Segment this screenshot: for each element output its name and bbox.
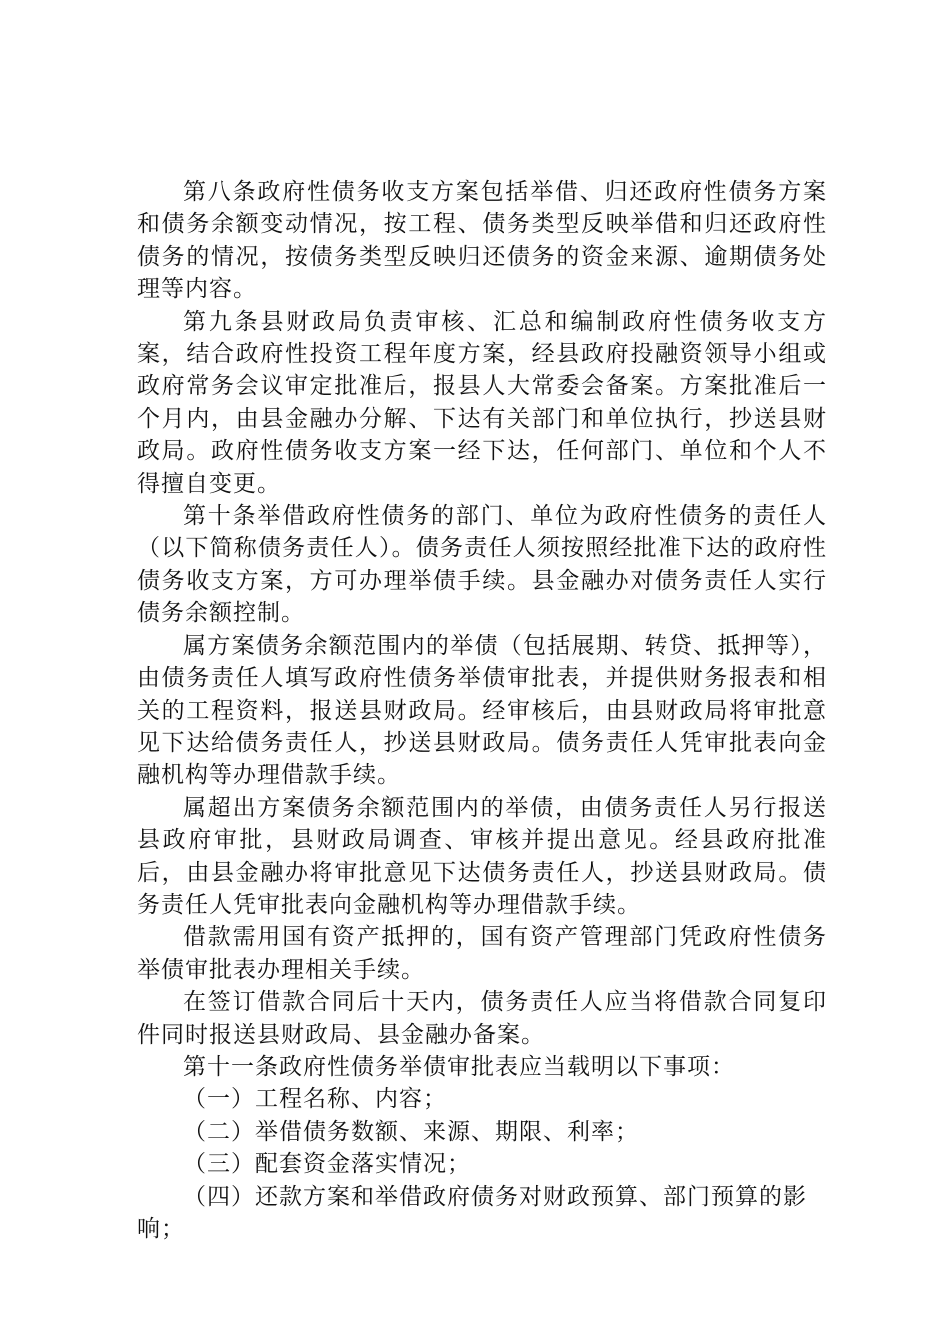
article-9-paragraph: 第九条县财政局负责审核、汇总和编制政府性债务收支方案，结合政府性投资工程年度方案，经县政府投融资领导小组或政府常务会议审定批准后，报县人大常委会备案。方案批准后一个月内，由县金融办分解、下达有关部门和单位执行，抄送县财政局。政府性债务收支方案一经下达，任何部门、单位和个人不得擅自变更。 bbox=[137, 308, 827, 497]
list-item: （三）配套资金落实情况； bbox=[183, 1151, 471, 1178]
within-quota-paragraph: 属方案债务余额范围内的举债（包括展期、转贷、抵押等），由债务责任人填写政府性债务举债审批表，并提供财务报表和相关的工程资料，报送县财政局。经审核后，由县财政局将审批意见下达给债务责任人，抄送县财政局。债务责任人凭审批表向金融机构等办理借款手续。 bbox=[137, 632, 827, 789]
mortgage-paragraph: 借款需用国有资产抵押的，国有资产管理部门凭政府性债务举债审批表办理相关手续。 bbox=[137, 924, 827, 983]
article-11-paragraph: 第十一条政府性债务举债审批表应当载明以下事项： bbox=[183, 1053, 735, 1080]
list-item: （一）工程名称、内容； bbox=[183, 1086, 447, 1113]
over-quota-paragraph: 属超出方案债务余额范围内的举债，由债务责任人另行报送县政府审批，县财政局调查、审核并提出意见。经县政府批准后，由县金融办将审批意见下达债务责任人，抄送县财政局。债务责任人凭审批表向金融机构等办理借款手续。 bbox=[137, 794, 827, 918]
contract-filing-paragraph: 在签订借款合同后十天内，债务责任人应当将借款合同复印件同时报送县财政局、县金融办备案。 bbox=[137, 989, 827, 1048]
list-item: （四）还款方案和举借政府债务对财政预算、部门预算的影响； bbox=[137, 1183, 807, 1242]
article-8-paragraph: 第八条政府性债务收支方案包括举借、归还政府性债务方案和债务余额变动情况，按工程、债务类型反映举借和归还政府性债务的情况，按债务类型反映归还债务的资金来源、逾期债务处理等内容。 bbox=[137, 179, 827, 303]
list-item: （二）举借债务数额、来源、期限、利率； bbox=[183, 1118, 639, 1145]
document-body bbox=[137, 176, 827, 1245]
article-10-paragraph: 第十条举借政府性债务的部门、单位为政府性债务的责任人（以下简称债务责任人）。债务责任人须按照经批准下达的政府性债务收支方案，方可办理举债手续。县金融办对债务责任人实行债务余额控制。 bbox=[137, 503, 827, 627]
